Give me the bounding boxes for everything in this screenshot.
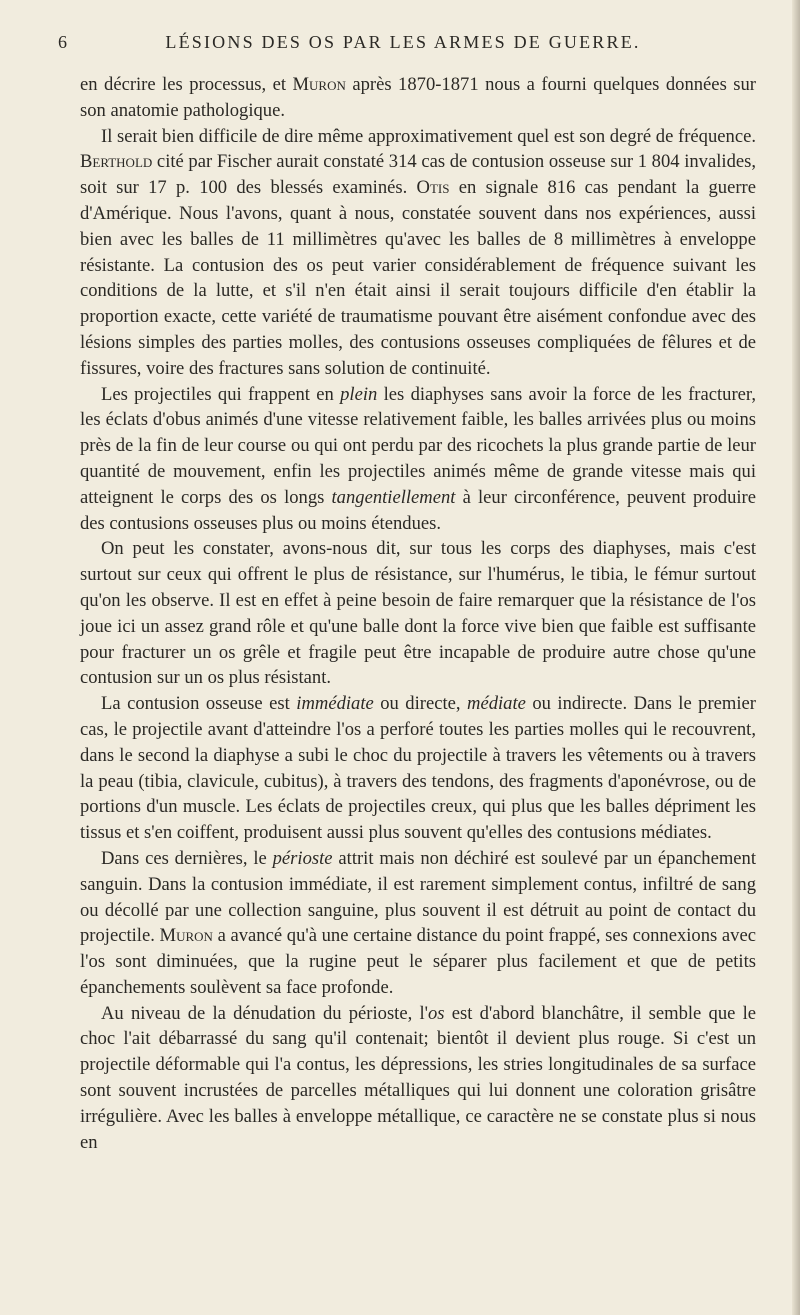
text-run: Les projectiles qui frappent en	[101, 383, 341, 405]
text-run: Il serait bien difficile de dire même approximativement quel est son degré de fréquence.	[101, 125, 756, 147]
paragraph	[80, 846, 756, 1001]
text-run: ou indirecte. Dans le premier cas, le projectile avant d'atteindre l'os a perforé toutes les parties molles qui le recouvrent, dans le second la diaphyse a subi le choc du projectile à travers les vêtements ou à travers la peau (tibia, clavicule, cubitus), à travers des tendons, des fragments d'aponévrose, ou de portions d'un muscle. Les éclats de projectiles creux, qui plus que les balles dépriment les tissus et s'en coiffent, produisent aussi plus souvent qu'elles des contusions médiates.	[80, 693, 756, 844]
paragraph	[80, 536, 756, 691]
author-name: Muron	[292, 74, 346, 95]
author-name: Muron	[159, 925, 213, 947]
text-run: Dans ces dernières, le	[101, 847, 273, 869]
paragraph	[80, 124, 756, 382]
text-run: cité par Fischer aurait constaté 314 cas de contusion osseuse sur 1 804 invalides, soit sur 17 p. 100 des blessés examinés.	[80, 151, 756, 199]
italic-text: plein	[340, 383, 378, 405]
text-run: Au niveau de la dénudation du périoste, l'	[101, 1002, 428, 1024]
paragraph	[80, 691, 756, 846]
italic-text: médiate	[467, 693, 526, 715]
text-run: a avancé qu'à une certaine distance du point frappé, ses connexions avec l'os sont diminuées, que la rugine peut le séparer plus facilement et que de petits épanchements soulèvent sa face profonde.	[80, 925, 756, 998]
running-title: LÉSIONS DES OS PAR LES ARMES DE GUERRE.	[165, 32, 641, 52]
text-run: La contusion osseuse est	[101, 693, 297, 715]
text-run: en signale 816 cas pendant la guerre d'Amérique. Nous l'avons, quant à nous, constatée souvent dans nos expériences, aussi bien avec les balles de 11 millimètres qu'avec les balles de 8 millimètres à enveloppe résistante. La contusion des os peut varier considérablement de fréquence suivant les conditions de la lutte, et s'il n'en était ainsi il serait toujours difficile d'en établir la proportion exacte, cette variété de traumatisme pouvant être aisément confondue avec des lésions simples des parties molles, des contusions osseuses compliquées de fêlures et de fissures, voire des fractures sans solution de continuité.	[80, 177, 756, 379]
italic-text: os	[427, 1002, 445, 1024]
text-run: est d'abord blanchâtre, il semble que le choc l'ait débarrassé du sang qu'il contenait; bientôt il devient plus rouge. Si c'est un projectile déformable qui l'a contus, les dépressions, les stries longitudinales de sa surface sont souvent incrustées de parcelles métalliques qui lui donnent une coloration grisâtre irrégulière. Avec les balles à enveloppe métallique, ce caractère ne se constate plus si nous en	[80, 1002, 756, 1153]
paragraph	[80, 1001, 756, 1156]
text-run: ou directe,	[373, 693, 468, 715]
italic-text: périoste	[272, 847, 333, 869]
text-run: après 1870-1871 nous a fourni quelques données sur son anatomie pathologique.	[80, 74, 756, 121]
page-number: 6	[58, 32, 70, 52]
paragraph	[80, 72, 756, 124]
italic-text: tangentiellement	[331, 486, 456, 508]
author-name: Otis	[416, 177, 450, 199]
paragraph	[80, 382, 756, 537]
text-run: les diaphyses sans avoir la force de les fracturer, les éclats d'obus animés d'une vitesse relativement faible, les balles arrivées plus ou moins près de la fin de leur course ou qui ont perdu par des ricochets la plus grande partie de leur quantité de mouvement, enfin les projectiles animés même de grande vitesse mais qui atteignent le corps des os longs	[80, 383, 757, 508]
running-header	[58, 32, 748, 58]
text-run: à leur circonférence, peuvent produire des contusions osseuses plus ou moins étendues.	[80, 486, 756, 534]
text-run: en décrire les processus, et	[80, 74, 293, 95]
italic-text: immédiate	[296, 693, 374, 715]
text-run: On peut les constater, avons-nous dit, sur tous les corps des diaphyses, mais c'est surtout sur ceux qui offrent le plus de résistance, sur l'humérus, le tibia, le fémur surtout qu'on les observe. Il est en effet à peine besoin de faire remarquer que la résistance de l'os joue ici un assez grand rôle et qu'une balle dont la force vive bien que faible est suffisante pour fracturer un os grêle et fragile peut être incapable de produire autre chose qu'une contusion sur un os plus résistant.	[80, 538, 756, 689]
body-text	[80, 72, 756, 1155]
page-edge-shadow	[792, 0, 800, 1315]
author-name: Berthold	[80, 151, 153, 173]
text-run: attrit mais non déchiré est soulevé par un épanchement sanguin. Dans la contusion immédiate, il est rarement simplement contus, infiltré de sang ou décollé par une collection sanguine, plus souvent il est détruit au point de contact du projectile.	[80, 847, 756, 947]
